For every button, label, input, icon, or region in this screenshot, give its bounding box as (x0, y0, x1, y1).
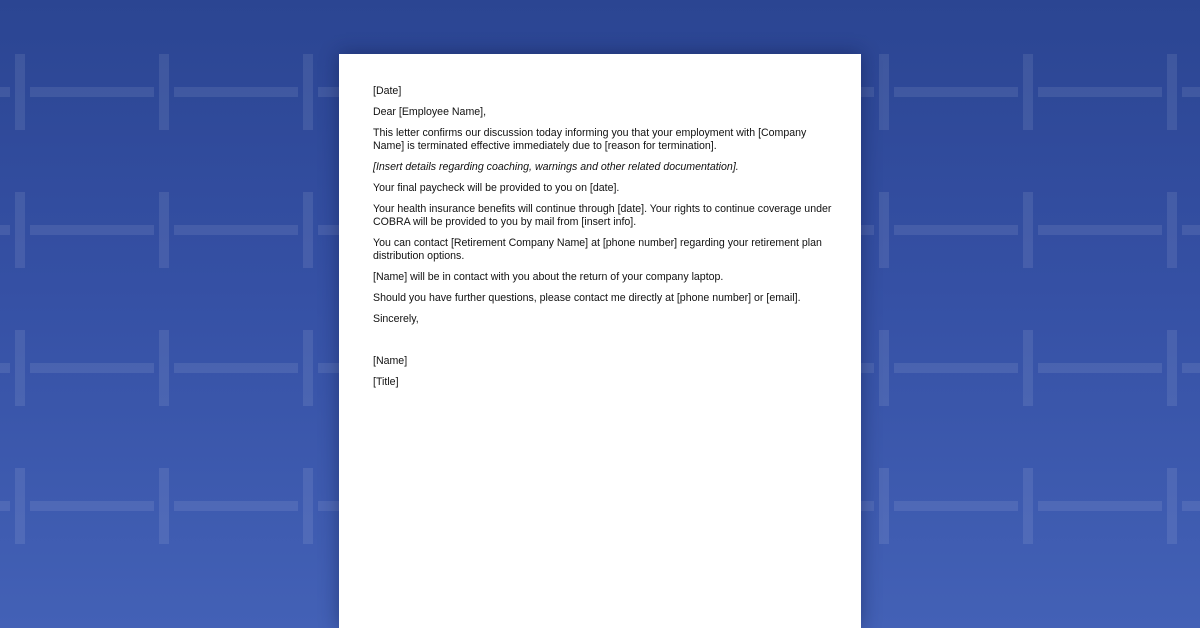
letter-paragraph-questions: Should you have further questions, please contact me directly at [phone number] or [email]. (373, 292, 801, 304)
pattern-vertical-bar (1167, 54, 1177, 130)
letter-paragraph-documentation: [Insert details regarding coaching, warnings and other related documentation]. (373, 161, 739, 173)
pattern-horizontal-bar (894, 363, 956, 373)
pattern-vertical-bar (159, 468, 169, 544)
pattern-horizontal-bar (92, 225, 154, 235)
pattern-horizontal-bar (30, 501, 92, 511)
letter-paragraph-retirement: You can contact [Retirement Company Name] at [phone number] regarding your retirement plan distribution options. (373, 237, 822, 262)
pattern-horizontal-bar (956, 363, 1018, 373)
pattern-vertical-bar (1023, 330, 1033, 406)
pattern-horizontal-bar (1100, 225, 1162, 235)
pattern-horizontal-bar (30, 363, 92, 373)
letter-closing: Sincerely, (373, 313, 419, 325)
pattern-vertical-bar (879, 468, 889, 544)
pattern-horizontal-bar (956, 87, 1018, 97)
letter-paragraph-benefits: Your health insurance benefits will continue through [date]. Your rights to continue coverage under COBRA will be provided to you by mail from [insert info]. (373, 203, 832, 228)
letter-signature-name: [Name] (373, 355, 408, 367)
pattern-horizontal-bar (236, 501, 298, 511)
pattern-horizontal-bar (1038, 87, 1100, 97)
letter-body (373, 85, 835, 397)
pattern-vertical-bar (303, 330, 313, 406)
pattern-horizontal-bar (0, 87, 10, 97)
pattern-horizontal-bar (0, 363, 10, 373)
pattern-vertical-bar (1167, 468, 1177, 544)
pattern-horizontal-bar (1100, 363, 1162, 373)
pattern-vertical-bar (159, 54, 169, 130)
pattern-horizontal-bar (30, 225, 92, 235)
pattern-horizontal-bar (894, 225, 956, 235)
pattern-vertical-bar (303, 192, 313, 268)
pattern-horizontal-bar (92, 501, 154, 511)
signature-space (373, 334, 835, 355)
pattern-vertical-bar (1023, 54, 1033, 130)
pattern-horizontal-bar (1182, 501, 1200, 511)
letter-paragraph-laptop: [Name] will be in contact with you about the return of your company laptop. (373, 271, 724, 283)
pattern-vertical-bar (879, 192, 889, 268)
pattern-horizontal-bar (0, 501, 10, 511)
pattern-horizontal-bar (894, 501, 956, 511)
pattern-horizontal-bar (956, 501, 1018, 511)
pattern-horizontal-bar (236, 363, 298, 373)
letter-page (339, 54, 861, 628)
pattern-vertical-bar (15, 468, 25, 544)
pattern-horizontal-bar (1182, 87, 1200, 97)
pattern-horizontal-bar (174, 87, 236, 97)
pattern-horizontal-bar (1038, 501, 1100, 511)
pattern-horizontal-bar (92, 87, 154, 97)
letter-greeting: Dear [Employee Name], (373, 106, 487, 118)
pattern-horizontal-bar (30, 87, 92, 97)
pattern-vertical-bar (879, 330, 889, 406)
pattern-horizontal-bar (1100, 501, 1162, 511)
pattern-horizontal-bar (1100, 87, 1162, 97)
pattern-horizontal-bar (1038, 363, 1100, 373)
pattern-vertical-bar (879, 54, 889, 130)
pattern-vertical-bar (303, 54, 313, 130)
pattern-horizontal-bar (236, 225, 298, 235)
letter-paragraph-paycheck: Your final paycheck will be provided to you on [date]. (373, 182, 620, 194)
pattern-vertical-bar (1167, 192, 1177, 268)
pattern-horizontal-bar (92, 363, 154, 373)
pattern-horizontal-bar (1038, 225, 1100, 235)
pattern-horizontal-bar (894, 87, 956, 97)
pattern-vertical-bar (15, 330, 25, 406)
pattern-horizontal-bar (0, 225, 10, 235)
pattern-horizontal-bar (1182, 225, 1200, 235)
pattern-vertical-bar (1023, 468, 1033, 544)
pattern-vertical-bar (15, 54, 25, 130)
pattern-vertical-bar (15, 192, 25, 268)
pattern-horizontal-bar (174, 225, 236, 235)
pattern-horizontal-bar (956, 225, 1018, 235)
pattern-vertical-bar (1023, 192, 1033, 268)
pattern-horizontal-bar (174, 363, 236, 373)
pattern-horizontal-bar (174, 501, 236, 511)
letter-date: [Date] (373, 85, 402, 97)
letter-signature-title: [Title] (373, 376, 399, 388)
pattern-vertical-bar (1167, 330, 1177, 406)
pattern-horizontal-bar (236, 87, 298, 97)
pattern-horizontal-bar (1182, 363, 1200, 373)
pattern-vertical-bar (159, 330, 169, 406)
pattern-vertical-bar (303, 468, 313, 544)
letter-paragraph-termination: This letter confirms our discussion today informing you that your employment with [Company Name] is terminated effective immediately due to [reason for termination]. (373, 127, 807, 152)
pattern-vertical-bar (159, 192, 169, 268)
